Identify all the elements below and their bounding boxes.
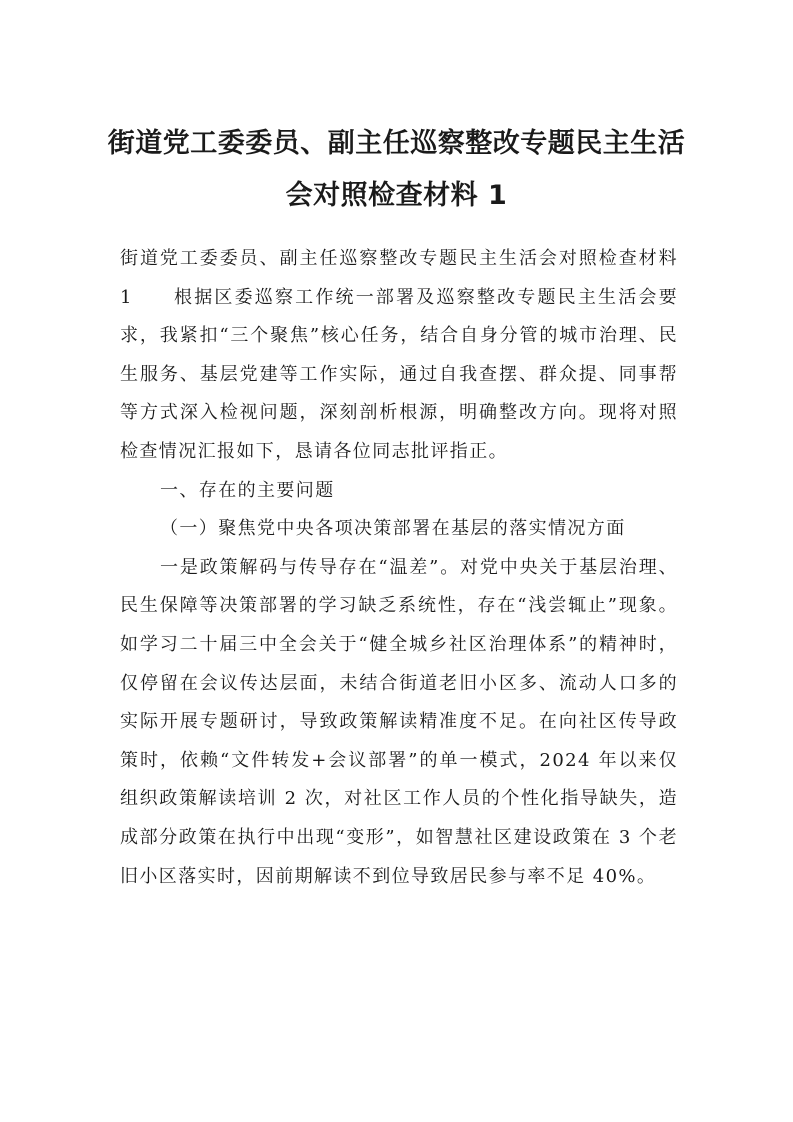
intro-paragraph: 街道党工委委员、副主任巡察整改专题民主生活会对照检查材料 1 根据区委巡察工作统一部署及巡察整改专题民主生活会要求，我紧扣“三个聚焦”核心任务，结合自身分管的城市治理、民生服务、基层党建等工作实际，通过自我查摆、群众提、同事帮等方式深入检视问题，深刻剖析根源，明确整改方向。现将对照检查情况汇报如下，恳请各位同志批评指正。 xyxy=(120,248,678,462)
subsection-heading: （一）聚焦党中央各项决策部署在基层的落实情况方面 xyxy=(160,518,626,540)
section-heading: 一、存在的主要问题 xyxy=(160,479,335,501)
body-paragraph: 一是政策解码与传导存在“温差”。对党中央关于基层治理、民生保障等决策部署的学习缺乏系统性，存在“浅尝辄止”现象。如学习二十届三中全会关于“健全城乡社区治理体系”的精神时，仅停留在会议传达层面，未结合街道老旧小区多、流动人口多的实际开展专题研讨，导致政策解读精准度不足。在向社区传导政策时，依赖“文件转发+会议部署”的单一模式，2024 年以来仅组织政策解读培训 2 次，对社区工作人员的个性化指导缺失，造成部分政策在执行中出现“变形”，如智慧社区建设政策在 3 个老旧小区落实时，因前期解读不到位导致居民参与率不足 40%。 xyxy=(120,556,678,887)
document-body xyxy=(120,240,678,896)
document-title: 街道党工委委员、副主任巡察整改专题民主生活会对照检查材料 1 xyxy=(107,128,686,211)
